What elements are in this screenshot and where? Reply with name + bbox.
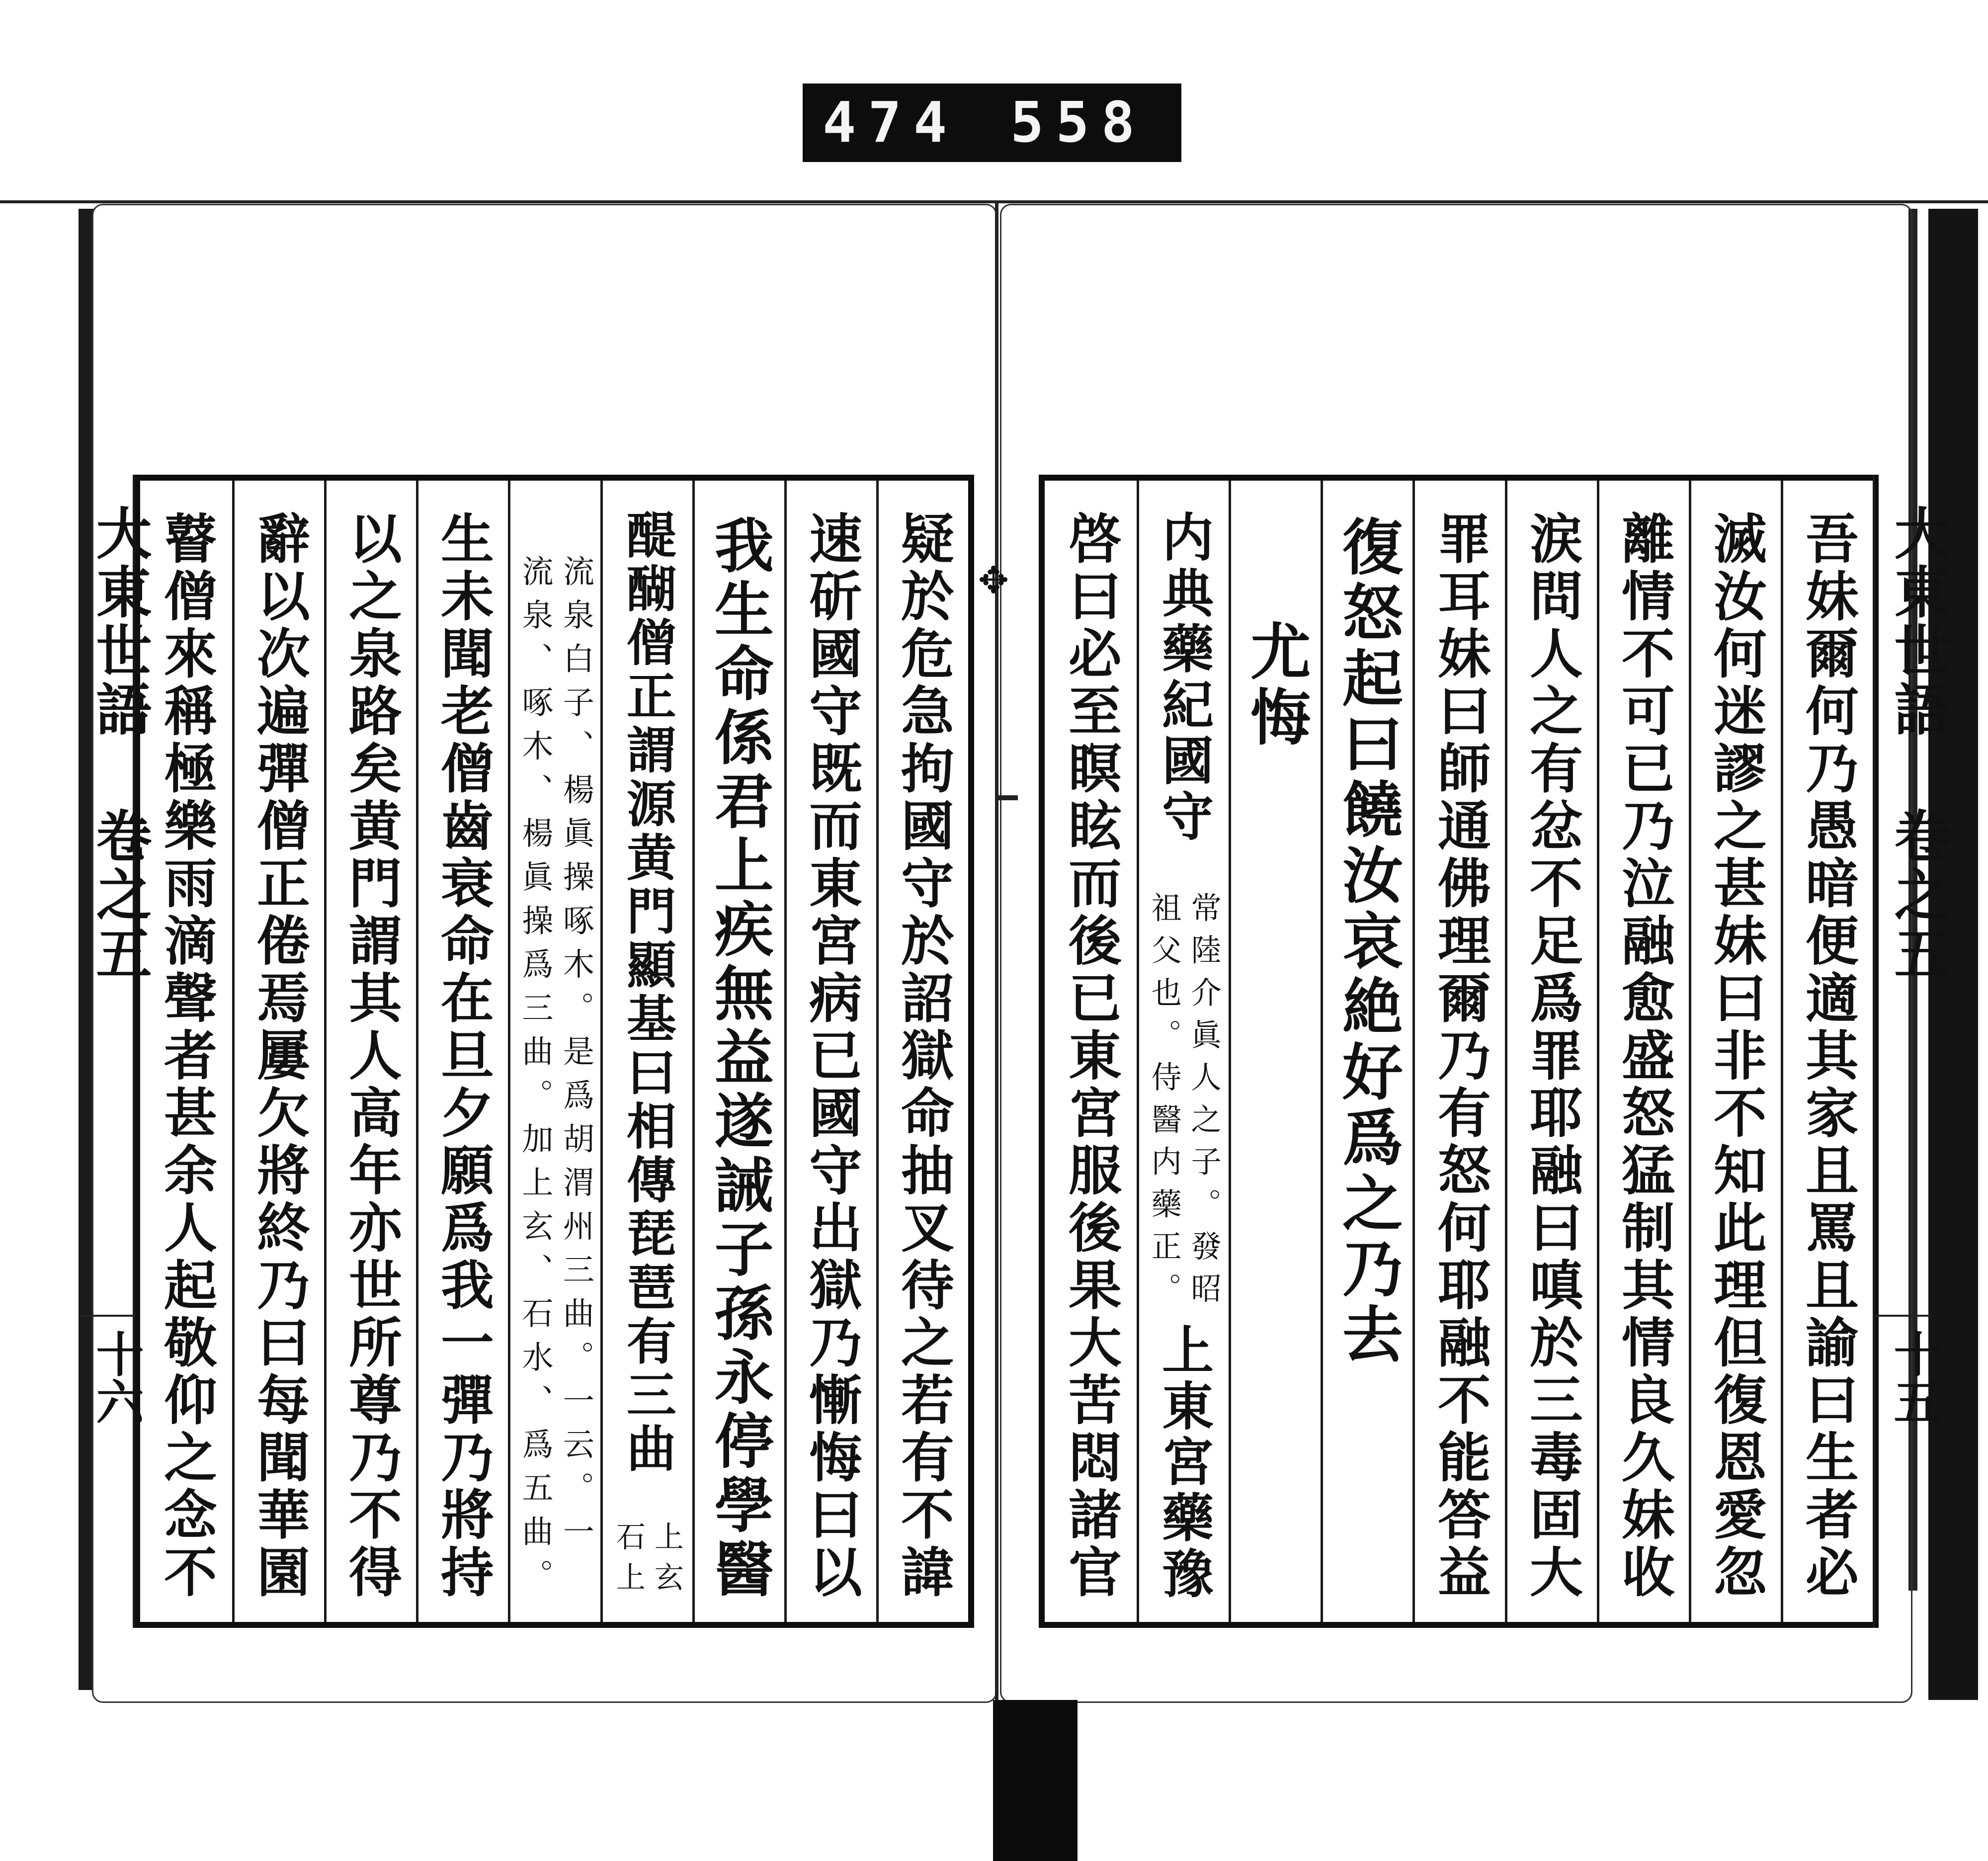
right-page-margin bbox=[1873, 475, 1950, 1628]
interlinear-note: 上玄 bbox=[649, 1521, 684, 1603]
right-page-column bbox=[1597, 481, 1689, 1622]
archive-label-right: 558 bbox=[1010, 90, 1147, 155]
column-text: 辭以次遍彈僧正倦焉屢欠將終乃曰每聞華園 bbox=[248, 511, 311, 1602]
left-margin-title: 大東世語 卷之五 bbox=[87, 505, 152, 983]
interlinear-note: 石上 bbox=[611, 1521, 646, 1603]
column-text: 我生命係君上疾無益遂誡子孫永停學醫 bbox=[704, 514, 774, 1603]
right-page-column bbox=[1321, 481, 1412, 1622]
left-folio: 十六 bbox=[88, 1330, 145, 1425]
spine-binding-block bbox=[993, 1700, 1077, 1861]
column-text: 瞽僧來稱極樂雨滴聲者甚余人起敬仰之念不 bbox=[155, 511, 218, 1602]
right-margin-title: 大東世語 卷之五 bbox=[1885, 505, 1950, 983]
archive-label bbox=[803, 84, 1181, 162]
spine-tick bbox=[998, 795, 1018, 800]
right-page-column bbox=[1229, 481, 1321, 1622]
section-heading: 尤悔 bbox=[1240, 620, 1312, 751]
column-text: 吾妹爾何乃愚暗便適其家且罵且諭曰生者必 bbox=[1796, 511, 1859, 1602]
column-text: 醍醐僧正謂源黄門顯基曰相傳琵琶有三曲 bbox=[618, 509, 677, 1477]
top-rule bbox=[0, 200, 1988, 203]
column-text: 啓曰必至瞑眩而後已東宮服後果大苦悶諸官 bbox=[1059, 511, 1122, 1602]
left-page-column bbox=[876, 481, 968, 1622]
interlinear-note: 常陸介眞人之子。發昭 bbox=[1186, 892, 1222, 1315]
left-page-column bbox=[416, 481, 508, 1622]
column-text: 離情不可已乃泣融愈盛怒猛制其情良久妹收 bbox=[1612, 511, 1675, 1602]
column-text: 内典藥紀國守 bbox=[1153, 510, 1215, 846]
column-text: 罪耳妹曰師通佛理爾乃有怒何耶融不能答益 bbox=[1428, 511, 1491, 1602]
right-margin-rule bbox=[1875, 1315, 1931, 1317]
right-page-column bbox=[1781, 481, 1873, 1622]
right-page-column bbox=[1412, 481, 1504, 1622]
left-page-columns bbox=[140, 481, 968, 1622]
column-text: 滅汝何迷謬之甚妹曰非不知此理但復恩愛忽 bbox=[1704, 511, 1767, 1602]
right-page-column bbox=[1689, 481, 1781, 1622]
left-page-text-frame bbox=[134, 475, 974, 1628]
interlinear-note: 祖父也。侍醫内藥正。 bbox=[1146, 892, 1182, 1315]
column-text: 涙問人之有忿不足爲罪耶融曰嗔於三毒固大 bbox=[1520, 511, 1583, 1602]
column-text: 以之泉路矣黄門謂其人高年亦世所尊乃不得 bbox=[340, 511, 403, 1602]
left-page-column bbox=[692, 481, 784, 1622]
column-text: 復怒起曰饒汝哀絶好爲之乃去 bbox=[1332, 515, 1404, 1368]
column-text: 生未聞老僧齒衰命在旦夕願爲我一彈乃將持 bbox=[432, 511, 495, 1602]
archive-label-left: 474 bbox=[823, 90, 959, 155]
column-text-tail: 上東宮藥豫 bbox=[1153, 1323, 1215, 1603]
left-page-column bbox=[324, 481, 416, 1622]
left-page-column bbox=[600, 481, 692, 1622]
interlinear-note: 流泉、啄木、楊眞操爲三曲。加上玄、石水、爲五曲。 bbox=[516, 555, 554, 1603]
spine-line bbox=[995, 200, 998, 1711]
right-page-column bbox=[1137, 481, 1229, 1622]
left-margin-rule bbox=[80, 1315, 135, 1317]
left-page-margin bbox=[80, 475, 152, 1628]
right-page-text-frame bbox=[1039, 475, 1879, 1628]
right-page-column bbox=[1045, 481, 1137, 1622]
interlinear-note: 流泉白子、楊眞操啄木。是爲胡渭州三曲。一云。一 bbox=[557, 555, 594, 1559]
column-text: 速斫國守既而東宮病已國守出獄乃慚悔曰以 bbox=[800, 511, 863, 1602]
left-page-column bbox=[508, 481, 600, 1622]
right-folio: 十五 bbox=[1886, 1330, 1942, 1425]
left-page-column bbox=[784, 481, 876, 1622]
right-page-column bbox=[1505, 481, 1597, 1622]
column-text: 疑於危急拘國守於詔獄命抽叉待之若有不諱 bbox=[892, 511, 955, 1602]
left-page-column bbox=[232, 481, 324, 1622]
fishtail-mark-icon: ✥ bbox=[978, 559, 1009, 602]
right-page-columns bbox=[1045, 481, 1873, 1622]
